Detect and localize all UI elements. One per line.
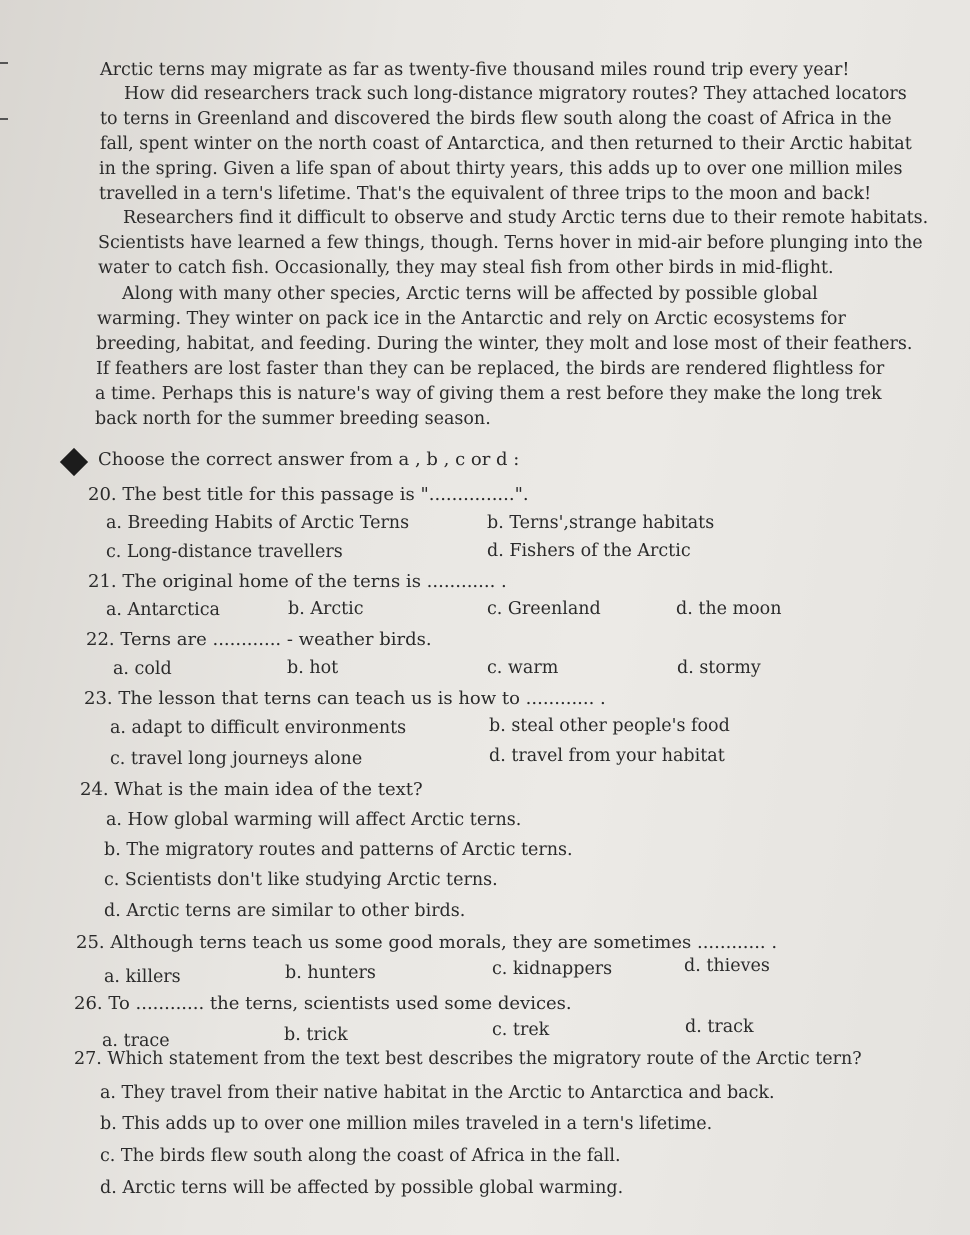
q26-option-b[interactable]: b. trick — [284, 1025, 348, 1045]
q25-option-c[interactable]: c. kidnappers — [492, 959, 613, 979]
question-21-stem: 21. The original home of the terns is ............ . — [88, 571, 507, 592]
passage-line: travelled in a tern's lifetime. That's the equivalent of three trips to the moon and back! — [99, 184, 872, 204]
q27-option-a[interactable]: a. They travel from their native habitat in the Arctic to Antarctica and back. — [100, 1083, 775, 1103]
question-24-stem: 24. What is the main idea of the text? — [80, 779, 423, 800]
question-27-stem: 27. Which statement from the text best describes the migratory route of the Arctic tern? — [74, 1049, 862, 1069]
q21-option-d[interactable]: d. the moon — [676, 599, 782, 619]
q25-option-d[interactable]: d. thieves — [684, 956, 770, 976]
diamond-bullet-icon — [60, 448, 88, 476]
q24-option-d[interactable]: d. Arctic terns are similar to other birds. — [104, 901, 466, 921]
q27-option-b[interactable]: b. This adds up to over one million miles traveled in a tern's lifetime. — [100, 1114, 713, 1134]
q22-option-a[interactable]: a. cold — [113, 659, 172, 679]
q23-option-b[interactable]: b. steal other people's food — [489, 716, 730, 736]
q20-option-a[interactable]: a. Breeding Habits of Arctic Terns — [106, 513, 410, 533]
q23-option-a[interactable]: a. adapt to difficult environments — [110, 718, 407, 738]
q25-option-a[interactable]: a. killers — [104, 967, 181, 987]
q21-option-a[interactable]: a. Antarctica — [106, 600, 220, 620]
q21-option-c[interactable]: c. Greenland — [487, 599, 601, 619]
page-edge-mark — [0, 62, 8, 64]
passage-line: warming. They winter on pack ice in the Antarctic and rely on Arctic ecosystems for — [97, 309, 846, 329]
q22-option-c[interactable]: c. warm — [487, 658, 559, 678]
question-25-stem: 25. Although terns teach us some good morals, they are sometimes ............ . — [76, 932, 778, 953]
passage-line: Arctic terns may migrate as far as twenty-five thousand miles round trip every year! — [100, 60, 850, 80]
q21-option-b[interactable]: b. Arctic — [288, 599, 364, 619]
passage-line: Researchers find it difficult to observe and study Arctic terns due to their remote habitats. — [123, 208, 929, 228]
q26-option-d[interactable]: d. track — [685, 1017, 754, 1037]
q20-option-c[interactable]: c. Long-distance travellers — [106, 542, 343, 562]
passage-line: breeding, habitat, and feeding. During the winter, they molt and lose most of their feathers. — [96, 334, 913, 354]
q26-option-c[interactable]: c. trek — [492, 1020, 550, 1040]
q26-option-a[interactable]: a. trace — [102, 1031, 170, 1051]
q23-option-c[interactable]: c. travel long journeys alone — [110, 749, 363, 769]
q24-option-a[interactable]: a. How global warming will affect Arctic terns. — [106, 810, 522, 830]
passage-line: a time. Perhaps this is nature's way of giving them a rest before they make the long trek — [95, 384, 882, 404]
q22-option-d[interactable]: d. stormy — [677, 658, 761, 678]
question-26-stem: 26. To ............ the terns, scientists used some devices. — [74, 993, 572, 1014]
q23-option-d[interactable]: d. travel from your habitat — [489, 746, 725, 766]
passage-line: Along with many other species, Arctic terns will be affected by possible global — [122, 284, 818, 304]
passage-line: How did researchers track such long-distance migratory routes? They attached locators — [124, 84, 907, 104]
q20-option-d[interactable]: d. Fishers of the Arctic — [487, 541, 691, 561]
passage-line: water to catch fish. Occasionally, they may steal fish from other birds in mid-flight. — [98, 258, 834, 278]
q24-option-c[interactable]: c. Scientists don't like studying Arctic terns. — [104, 870, 498, 890]
passage-line: back north for the summer breeding season. — [95, 409, 491, 429]
passage-line: in the spring. Given a life span of about thirty years, this adds up to over one million miles — [99, 159, 903, 179]
passage-line: If feathers are lost faster than they can be replaced, the birds are rendered flightless for — [96, 359, 885, 379]
q25-option-b[interactable]: b. hunters — [285, 963, 376, 983]
q20-option-b[interactable]: b. Terns',strange habitats — [487, 513, 715, 533]
instruction-heading: Choose the correct answer from a , b , c or d : — [98, 449, 520, 470]
q24-option-b[interactable]: b. The migratory routes and patterns of Arctic terns. — [104, 840, 573, 860]
q22-option-b[interactable]: b. hot — [287, 658, 339, 678]
q27-option-d[interactable]: d. Arctic terns will be affected by possible global warming. — [100, 1178, 624, 1198]
passage-line: Scientists have learned a few things, though. Terns hover in mid-air before plunging into the — [98, 233, 923, 253]
question-20-stem: 20. The best title for this passage is "...............". — [88, 484, 529, 505]
page-edge-mark — [0, 118, 8, 120]
q27-option-c[interactable]: c. The birds flew south along the coast of Africa in the fall. — [100, 1146, 621, 1166]
passage-line: fall, spent winter on the north coast of Antarctica, and then returned to their Arctic habitat — [100, 134, 912, 154]
passage-line: to terns in Greenland and discovered the birds flew south along the coast of Africa in the — [100, 109, 892, 129]
question-23-stem: 23. The lesson that terns can teach us is how to ............ . — [84, 688, 606, 709]
question-22-stem: 22. Terns are ............ - weather birds. — [86, 629, 432, 650]
